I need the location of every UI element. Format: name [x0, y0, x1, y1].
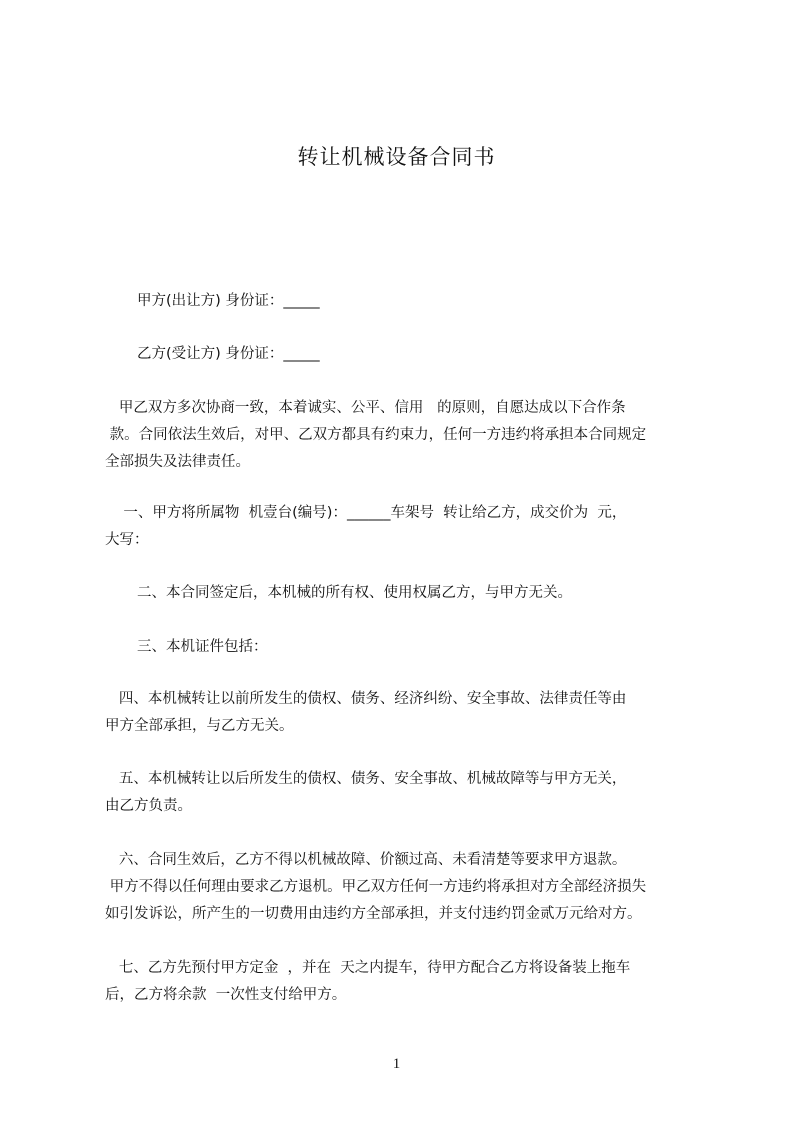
- intro-line: 全部损失及法律责任。: [105, 454, 250, 470]
- page-number: 1: [392, 1056, 401, 1072]
- intro-paragraph: [105, 395, 705, 476]
- clause-5-line: 由乙方负责。: [105, 798, 192, 814]
- clause-6-line: 甲方不得以任何理由要求乙方退机。甲乙双方任何一方违约将承担对方全部经济损失: [105, 879, 647, 895]
- intro-line: 甲乙双方多次协商一致，本着诚实、公平、信用 的原则，自愿达成以下合作条: [105, 400, 626, 416]
- clause-1-line: 一、甲方将所属物 机壹台(编号)：______车架号 转让给乙方，成交价为 元，: [105, 505, 627, 521]
- clause-4-paragraph: [105, 686, 705, 740]
- clause-1-line: 大写：: [105, 532, 149, 548]
- clause-4-line: 四、本机械转让以前所发生的债权、债务、经济纠纷、安全事故、法律责任等由: [105, 691, 627, 707]
- clause-7-paragraph: [105, 955, 705, 1009]
- party-a-line: 甲方(出让方) 身份证：_____: [137, 293, 320, 309]
- clause-7-line: 七、乙方先预付甲方定金 ，并在 天之内提车，待甲方配合乙方将设备装上拖车: [105, 960, 631, 976]
- clause-5-paragraph: [105, 766, 705, 820]
- clause-6-paragraph: [105, 847, 705, 928]
- clause-3-line: 三、本机证件包括：: [137, 639, 268, 655]
- clause-1-paragraph: [105, 500, 705, 554]
- clause-2-line: 二、本合同签定后，本机械的所有权、使用权属乙方，与甲方无关。: [137, 585, 572, 601]
- clause-6-line: 如引发诉讼，所产生的一切费用由违约方全部承担，并支付违约罚金贰万元给对方。: [105, 906, 642, 922]
- clause-7-line: 后，乙方将余款 一次性支付给甲方。: [105, 987, 347, 1003]
- clause-6-line: 六、合同生效后，乙方不得以机械故障、价额过高、未看清楚等要求甲方退款。: [105, 852, 627, 868]
- clause-4-line: 甲方全部承担，与乙方无关。: [105, 718, 294, 734]
- document-title: 转让机械设备合同书: [297, 145, 496, 169]
- clause-5-line: 五、本机械转让以后所发生的债权、债务、安全事故、机械故障等与甲方无关，: [105, 771, 627, 787]
- party-b-line: 乙方(受让方) 身份证：_____: [137, 346, 320, 362]
- intro-line: 款。合同依法生效后，对甲、乙双方都具有约束力，任何一方违约将承担本合同规定: [105, 427, 647, 443]
